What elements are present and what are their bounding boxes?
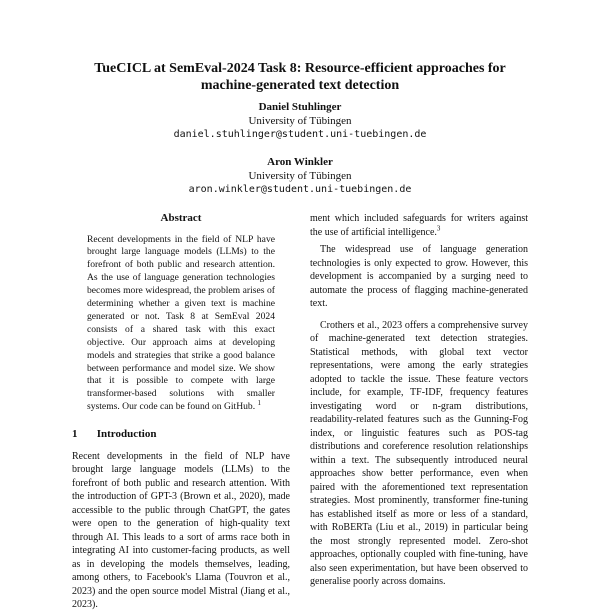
title-line-1: TueCICL at SemEval-2024 Task 8: Resource-efficient approaches for: [94, 61, 506, 76]
author-email[interactable]: daniel.stuhlinger@student.uni-tuebingen.de: [173, 129, 427, 140]
paragraph-gap: [310, 311, 528, 319]
author-name: Daniel Stuhlinger: [258, 101, 342, 113]
author-email[interactable]: aron.winkler@student.uni-tuebingen.de: [188, 184, 412, 195]
paragraph-survey: Crothers et al., 2023 offers a comprehensive survey of machine-generated text detection strategies. Statistical methods, with global text vector representations, were among the early strategies adopted to tackle the issue. These feature vectors include, for example, TF-IDF, frequency features investigating word or n-gram distributions, readability-related features such as the Gunning-Fog index, or linguistic features such as POS-tag distributions and coreference resolution relationships within a text. The subsequently introduced neural approaches show better performance, even when paired with the aforementioned text representation strategies. Most prominently, transformer fine-tuning has established itself as more or less of a standard, with RoBERTa (Liu et al., 2019) in particular being the most strongly represented model. Zero-shot approaches, optionally coupled with fine-tuning, have also seen experimentation, but have been observed to generalise poorly across domains.: [310, 319, 528, 587]
author-block-2: [0, 155, 600, 197]
abstract-body: Recent developments in the field of NLP have brought large language models (LLMs) to the forefront of both public and research attention. As the use of language generation technologies becomes more widespread, the problem arises of determining whether a given text is machine generated or not. Task 8 at SemEval 2024 consists of a shared task with this exact objective. Our approach aims at developing models and strategies that strike a good balance between performance and model size. We show that it is possible to compete with large transformer-based solutions with smaller systems. Our code can be found on GitHub.: [87, 233, 275, 413]
footnote-marker[interactable]: 1: [257, 399, 262, 408]
footnote-marker[interactable]: 3: [436, 224, 441, 233]
title-line-2: machine-generated text detection: [200, 78, 400, 93]
author-affiliation: University of Tübingen: [248, 170, 352, 182]
author-name: Aron Winkler: [267, 156, 333, 168]
abstract-heading: Abstract: [160, 212, 202, 224]
author-block-1: [0, 100, 600, 142]
section-title: Introduction: [96, 428, 157, 441]
left-column: [72, 212, 290, 612]
abstract-text: [72, 234, 290, 415]
paper-title: [40, 60, 560, 94]
intro-paragraph: Recent developments in the field of NLP have brought large language models (LLMs) to the forefront of both public and research attention. With the introduction of GPT-3 (Brown et al., 2020), made accessible to the public through ChatGPT, the gates were open to the generation of high-quality text through AI. This leads to a sort of arms race both in integrating AI into customer-facing products, as well as in developing the models themselves, leading, among others, to Facebook's Llama (Touvron et al., 2023) and the open source model Mistral (Jiang et al., 2023).: [72, 450, 290, 611]
paragraph-text: ment which included safeguards for writers against the use of artificial intelligence.: [310, 213, 528, 238]
paragraph-continuation: [310, 212, 528, 239]
section-number: 1: [72, 428, 78, 441]
section-heading-introduction: [72, 428, 290, 442]
right-column: [310, 212, 528, 589]
author-affiliation: University of Tübingen: [248, 115, 352, 127]
paragraph-widespread-use: The widespread use of language generation technologies is only expected to grow. However, this development is accompanied by a surging need to automate the process of flagging machine-generated text.: [310, 244, 528, 309]
